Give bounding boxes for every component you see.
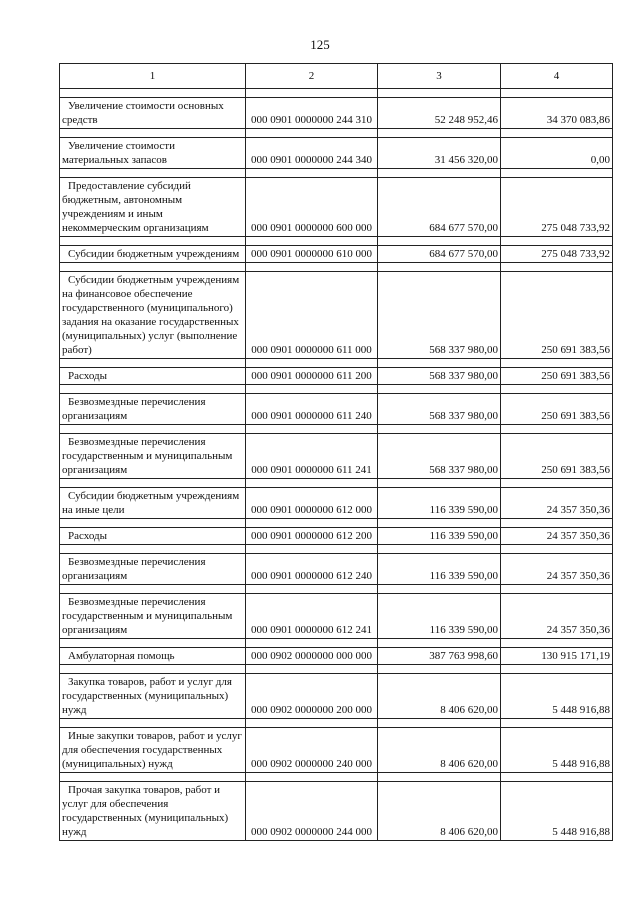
spacer-cell (246, 129, 378, 138)
spacer-cell (246, 719, 378, 728)
row-spacer (60, 385, 613, 394)
table-row (60, 674, 613, 719)
row-spacer (60, 129, 613, 138)
row-code-cell: 000 0901 0000000 611 241 (246, 434, 378, 479)
row-name-text: Расходы (68, 530, 107, 542)
row-value-col4: 34 370 083,86 (501, 98, 613, 129)
row-name-text: Субсидии бюджетным учреждениям на финансовое обеспечение государственного (муниципального) задания на оказание государственных (муниципальных) услуг (выполнение работ) (62, 274, 240, 356)
row-spacer (60, 773, 613, 782)
spacer-cell (378, 585, 501, 594)
row-value-col4: 5 448 916,88 (501, 674, 613, 719)
row-code-cell: 000 0901 0000000 611 000 (246, 272, 378, 359)
spacer-cell (60, 385, 246, 394)
row-spacer (60, 545, 613, 554)
row-value-col4: 24 357 350,36 (501, 488, 613, 519)
table-row (60, 246, 613, 263)
row-value-col3: 8 406 620,00 (378, 782, 501, 841)
spacer-cell (501, 169, 613, 178)
row-name-cell (60, 594, 246, 639)
row-name-cell (60, 178, 246, 237)
table-row (60, 554, 613, 585)
row-value-col4: 275 048 733,92 (501, 246, 613, 263)
spacer-cell (501, 129, 613, 138)
row-name-cell (60, 434, 246, 479)
spacer-cell (501, 639, 613, 648)
spacer-cell (60, 545, 246, 554)
row-value-col3: 568 337 980,00 (378, 434, 501, 479)
row-name-cell (60, 674, 246, 719)
spacer-cell (60, 719, 246, 728)
row-code-cell: 000 0901 0000000 244 310 (246, 98, 378, 129)
spacer-cell (60, 263, 246, 272)
spacer-cell (501, 719, 613, 728)
row-name-cell (60, 528, 246, 545)
row-spacer (60, 665, 613, 674)
spacer-cell (60, 89, 246, 98)
spacer-cell (501, 545, 613, 554)
spacer-cell (60, 773, 246, 782)
table-header-row (60, 64, 613, 89)
row-name-text: Увеличение стоимости материальных запасов (62, 140, 175, 166)
row-value-col3: 31 456 320,00 (378, 138, 501, 169)
spacer-cell (60, 639, 246, 648)
row-name-cell (60, 138, 246, 169)
row-spacer (60, 519, 613, 528)
spacer-cell (378, 237, 501, 246)
column-header-3: 3 (378, 64, 501, 89)
spacer-cell (378, 719, 501, 728)
table-row (60, 394, 613, 425)
spacer-cell (501, 359, 613, 368)
spacer-cell (246, 585, 378, 594)
row-spacer (60, 359, 613, 368)
row-value-col3: 116 339 590,00 (378, 594, 501, 639)
spacer-cell (378, 479, 501, 488)
row-code-cell: 000 0902 0000000 244 000 (246, 782, 378, 841)
spacer-cell (501, 585, 613, 594)
row-spacer (60, 169, 613, 178)
row-value-col3: 387 763 998,60 (378, 648, 501, 665)
spacer-cell (246, 479, 378, 488)
spacer-cell (60, 425, 246, 434)
row-value-col4: 275 048 733,92 (501, 178, 613, 237)
spacer-cell (378, 129, 501, 138)
row-code-cell: 000 0901 0000000 612 241 (246, 594, 378, 639)
spacer-cell (378, 89, 501, 98)
row-value-col3: 568 337 980,00 (378, 394, 501, 425)
row-name-text: Прочая закупка товаров, работ и услуг для обеспечения государственных (муниципальных) нужд (62, 784, 229, 838)
row-spacer (60, 263, 613, 272)
spacer-cell (60, 359, 246, 368)
spacer-cell (246, 773, 378, 782)
row-code-cell: 000 0901 0000000 244 340 (246, 138, 378, 169)
row-value-col4: 24 357 350,36 (501, 594, 613, 639)
row-name-cell (60, 488, 246, 519)
spacer-cell (246, 545, 378, 554)
row-code-cell: 000 0901 0000000 612 200 (246, 528, 378, 545)
row-code-cell: 000 0901 0000000 600 000 (246, 178, 378, 237)
row-name-cell (60, 554, 246, 585)
row-value-col3: 684 677 570,00 (378, 178, 501, 237)
row-name-text: Безвозмездные перечисления государственным и муниципальным организациям (62, 596, 233, 636)
row-spacer (60, 479, 613, 488)
spacer-cell (246, 359, 378, 368)
row-spacer (60, 237, 613, 246)
row-value-col4: 5 448 916,88 (501, 782, 613, 841)
spacer-cell (501, 479, 613, 488)
row-value-col4: 250 691 383,56 (501, 368, 613, 385)
spacer-cell (246, 665, 378, 674)
spacer-cell (246, 263, 378, 272)
spacer-cell (378, 359, 501, 368)
spacer-cell (246, 89, 378, 98)
table-row (60, 594, 613, 639)
spacer-cell (378, 169, 501, 178)
row-name-text: Безвозмездные перечисления организациям (62, 396, 206, 422)
row-value-col4: 250 691 383,56 (501, 434, 613, 479)
table-row (60, 178, 613, 237)
row-spacer (60, 585, 613, 594)
spacer-cell (60, 479, 246, 488)
column-header-2: 2 (246, 64, 378, 89)
spacer-cell (501, 237, 613, 246)
spacer-cell (378, 665, 501, 674)
spacer-cell (501, 385, 613, 394)
spacer-cell (246, 519, 378, 528)
row-name-text: Предоставление субсидий бюджетным, автономным учреждениям и иным некоммерческим организациям (62, 180, 209, 234)
row-value-col3: 8 406 620,00 (378, 728, 501, 773)
spacer-cell (246, 385, 378, 394)
spacer-cell (60, 129, 246, 138)
row-value-col3: 116 339 590,00 (378, 554, 501, 585)
spacer-cell (501, 519, 613, 528)
spacer-cell (246, 237, 378, 246)
row-name-text: Расходы (68, 370, 107, 382)
row-value-col3: 8 406 620,00 (378, 674, 501, 719)
spacer-cell (60, 237, 246, 246)
spacer-cell (246, 169, 378, 178)
page-number: 125 (310, 37, 330, 52)
row-value-col3: 52 248 952,46 (378, 98, 501, 129)
spacer-cell (60, 519, 246, 528)
spacer-cell (378, 639, 501, 648)
row-name-text: Субсидии бюджетным учреждениям на иные цели (62, 490, 240, 516)
row-name-cell (60, 728, 246, 773)
column-header-4: 4 (501, 64, 613, 89)
row-name-text: Субсидии бюджетным учреждениям (68, 248, 240, 260)
row-spacer (60, 719, 613, 728)
table-row (60, 528, 613, 545)
row-spacer (60, 639, 613, 648)
row-value-col3: 116 339 590,00 (378, 488, 501, 519)
spacer-cell (378, 385, 501, 394)
row-code-cell: 000 0902 0000000 240 000 (246, 728, 378, 773)
row-value-col4: 250 691 383,56 (501, 272, 613, 359)
table-row (60, 368, 613, 385)
table-row (60, 138, 613, 169)
spacer-cell (246, 425, 378, 434)
row-value-col3: 568 337 980,00 (378, 368, 501, 385)
row-code-cell: 000 0902 0000000 000 000 (246, 648, 378, 665)
row-value-col4: 24 357 350,36 (501, 554, 613, 585)
row-name-text: Иные закупки товаров, работ и услуг для обеспечения государственных (муниципальных) нужд (62, 730, 242, 770)
column-header-1: 1 (60, 64, 246, 89)
spacer-cell (378, 263, 501, 272)
row-name-cell (60, 368, 246, 385)
row-value-col4: 250 691 383,56 (501, 394, 613, 425)
table-body (60, 89, 613, 841)
row-value-col4: 24 357 350,36 (501, 528, 613, 545)
spacer-cell (378, 519, 501, 528)
row-code-cell: 000 0901 0000000 611 200 (246, 368, 378, 385)
spacer-cell (501, 425, 613, 434)
row-spacer (60, 425, 613, 434)
spacer-cell (60, 169, 246, 178)
row-code-cell: 000 0901 0000000 612 240 (246, 554, 378, 585)
table-row (60, 728, 613, 773)
row-name-cell (60, 246, 246, 263)
spacer-cell (60, 585, 246, 594)
spacer-cell (378, 773, 501, 782)
row-value-col3: 568 337 980,00 (378, 272, 501, 359)
spacer-cell (378, 425, 501, 434)
row-name-text: Безвозмездные перечисления организациям (62, 556, 206, 582)
spacer-cell (501, 665, 613, 674)
row-code-cell: 000 0902 0000000 200 000 (246, 674, 378, 719)
row-code-cell: 000 0901 0000000 611 240 (246, 394, 378, 425)
row-name-text: Закупка товаров, работ и услуг для государственных (муниципальных) нужд (62, 676, 232, 716)
spacer-cell (501, 89, 613, 98)
table-row (60, 434, 613, 479)
row-name-cell (60, 98, 246, 129)
table-row (60, 98, 613, 129)
row-name-cell (60, 648, 246, 665)
row-value-col4: 0,00 (501, 138, 613, 169)
table-row (60, 648, 613, 665)
row-name-text: Безвозмездные перечисления государственным и муниципальным организациям (62, 436, 233, 476)
table-row (60, 272, 613, 359)
table-row (60, 782, 613, 841)
budget-table (59, 63, 613, 841)
spacer-cell (501, 263, 613, 272)
row-name-text: Амбулаторная помощь (68, 650, 175, 662)
spacer-cell (501, 773, 613, 782)
row-name-cell (60, 394, 246, 425)
row-code-cell: 000 0901 0000000 610 000 (246, 246, 378, 263)
row-value-col3: 684 677 570,00 (378, 246, 501, 263)
row-code-cell: 000 0901 0000000 612 000 (246, 488, 378, 519)
spacer-cell (246, 639, 378, 648)
spacer-cell (60, 665, 246, 674)
row-name-cell (60, 272, 246, 359)
spacer-cell (378, 545, 501, 554)
table-row (60, 488, 613, 519)
row-spacer (60, 89, 613, 98)
row-value-col4: 130 915 171,19 (501, 648, 613, 665)
row-name-text: Увеличение стоимости основных средств (62, 100, 224, 126)
row-name-cell (60, 782, 246, 841)
row-value-col3: 116 339 590,00 (378, 528, 501, 545)
row-value-col4: 5 448 916,88 (501, 728, 613, 773)
